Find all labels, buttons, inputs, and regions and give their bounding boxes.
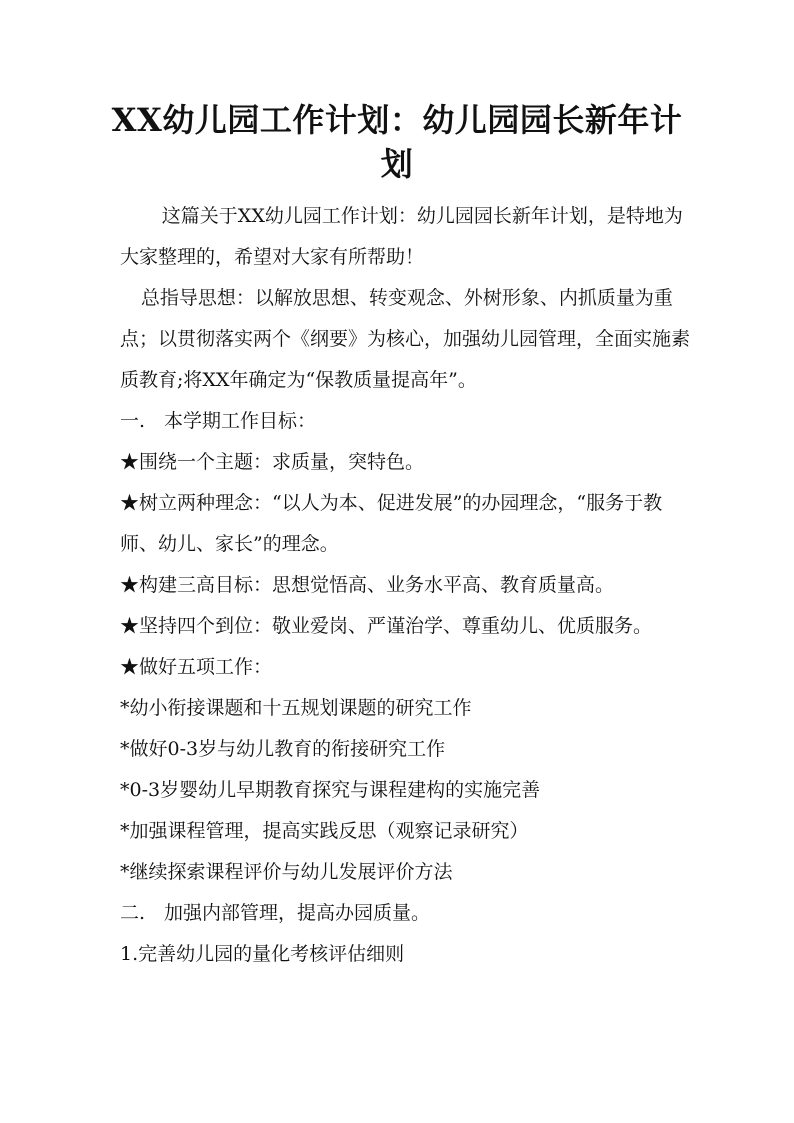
work-item-5: *继续探索课程评价与幼儿发展评价方法 [120,861,453,883]
sub-item-1: 1.完善幼儿园的量化考核评估细则 [120,943,405,965]
goal-item-1: ★围绕一个主题：求质量，突特色。 [120,451,425,473]
work-item-3: *0-3岁婴幼儿早期教育探究与课程建构的实施完善 [120,779,541,801]
goal-item-4: ★坚持四个到位：敬业爱岗、严谨治学、尊重幼儿、优质服务。 [120,615,653,637]
work-item-4: *加强课程管理，提高实践反思（观察记录研究） [120,820,529,842]
goal-item-5: ★做好五项工作： [120,656,273,678]
section-heading-2: 二. 加强内部管理，提高办园质量。 [120,902,431,924]
section-heading-1: 一. 本学期工作目标： [120,410,317,432]
work-item-1: *幼小衔接课题和十五规划课题的研究工作 [120,697,472,719]
guiding-principle-paragraph: 总指导思想：以解放思想、转变观念、外树形象、内抓质量为重点；以贯彻落实两个《纲要》为核心，加强幼儿园管理，全面实施素质教育;将XX年确定为“保教质量提高年”。 [120,287,691,391]
document-title: XX幼儿园工作计划：幼儿园园长新年计划 [111,101,683,183]
work-item-2: *做好0-3岁与幼儿教育的衔接研究工作 [120,738,446,760]
goal-item-3: ★构建三高目标：思想觉悟高、业务水平高、教育质量高。 [120,574,615,596]
document-body [120,196,694,975]
intro-paragraph: 这篇关于XX幼儿园工作计划：幼儿园园长新年计划，是特地为大家整理的，希望对大家有所帮助！ [120,205,683,268]
goal-item-2: ★树立两种理念：“以人为本、促进发展”的办园理念，“服务于教师、幼儿、家长”的理念。 [120,492,663,555]
